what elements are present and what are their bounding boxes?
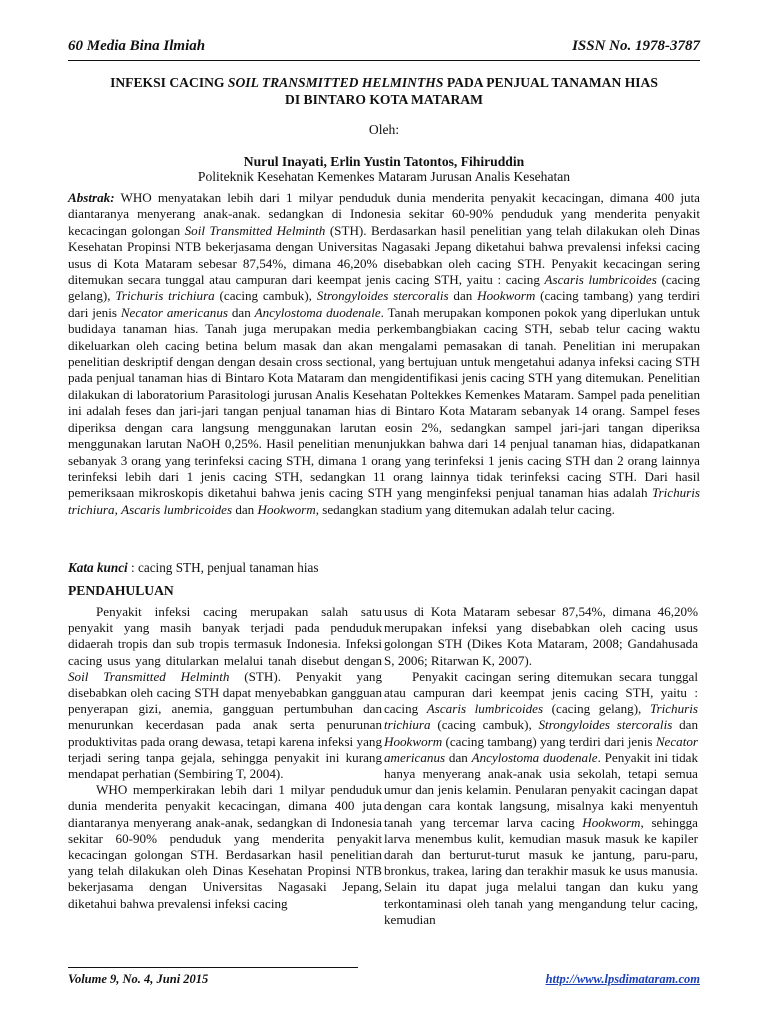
abstract-text: (cacing gelang),: [68, 272, 700, 304]
abstract: [68, 190, 700, 518]
scientific-name: Strongyloides stercoralis: [538, 717, 673, 733]
paragraph-text: (cacing gelang),: [543, 701, 650, 717]
scientific-name: Trichuris trichiura: [68, 485, 700, 517]
scientific-name: Ascaris lumbricoides: [426, 701, 544, 717]
keywords-text: : cacing STH, penjual tanaman hias: [127, 560, 319, 575]
journal-website-link[interactable]: http://www.lpsdimataram.com: [545, 972, 700, 986]
journal-name: 60 Media Bina Ilmiah: [68, 38, 206, 54]
title-part-1: INFEKSI CACING: [110, 75, 228, 90]
paragraph: usus di Kota Mataram sebesar 87,54%, dimana 46,20% merupakan infeksi yang disebabkan oleh cacing usus golongan STH (Dikes Kota Mataram, 2008; Gandahusada S, 2006; Ritarwan K, 2007).: [384, 604, 698, 668]
scientific-name: Ascaris lumbricoides: [121, 501, 233, 517]
paragraph-text: Penyakit cacingan sering ditemukan secara tunggal atau campuran dari keempat jenis cacing STH, yaitu : cacing: [384, 668, 698, 717]
scientific-name: Hookworm: [477, 288, 536, 304]
author-affiliation: Politeknik Kesehatan Kemenkes Mataram Jurusan Analis Kesehatan: [197, 169, 571, 184]
abstract-text: . Tanah merupakan komponen pokok yang diperlukan untuk budidaya tanaman hias. Tanah juga merupakan media perkembangbiakan cacing STH, sebab telur cacing waktu dikeluarkan oleh cacing betina belum masak dan akan mengalami pemasakan di tanah. Penelitian ini merupakan penelitian deskriptif dengan dengan desain cross sectional, yang bertujuan untuk mengetahui adanya infeksi cacing STH pada penjual tanaman hias di Bintaro Kota Mataram dan mengidentifikasi jenis cacing STH yang ditemukan. Penelitian dilakukan di laboratorium Parasitologi jurusan Analis Kesehatan Poltekkes Kemenkes Mataram. Sampel pada penelitian ini adalah feses dan jari-jari tangan penjual tanaman hias di Bintaro Kota Mataram sebanyak 14 orang. Sampel feses diperiksa dengan cara langsung menggunakan larutan eosin 2%, sedangkan sampel jari-jari tangan diperiksa menggunakan larutan NaOH 0,25%. Hasil penelitian menunjukkan bahwa dari 14 penjual tanaman hias, didapatkanan sebanyak 3 orang yang terinfeksi cacing STH, dimana 1 orang yang terinfeksi 1 jenis cacing STH dan 2 orang lainnya terinfeksi lebih dari 1 jenis cacing STH, sedangkan 11 orang lainnya tidak terinfeksi cacing STH. Dari hasil pemeriksaan mikroskopis diketahui bahwa jenis cacing STH yang menginfeksi penjual tanaman hias adalah: [68, 304, 701, 501]
abstract-text: , sedangkan stadium yang ditemukan adalah telur cacing.: [315, 501, 615, 517]
keywords: [68, 560, 700, 576]
body-column-left: [68, 604, 382, 912]
abstract-text: (STH). Berdasarkan hasil penelitian yang telah dilakukan oleh Dinas Kesehatan Propinsi NTB bekerjasama dengan Universitas Nagasaki Jepang diketahui bahwa prevalensi infeksi cacing usus di Kota Mataram sebesar 87,54%, dimana 46,20% disebabkan oleh cacing STH. Penyakit kecacingan sering ditemukan secara tunggal atau campuran dari keempat jenis cacing STH, yaitu : cacing: [68, 222, 700, 288]
scientific-name: Soil Transmitted Helminth: [184, 222, 326, 238]
abstract-text: (cacing cambuk),: [214, 288, 317, 304]
volume-info: Volume 9, No. 4, Juni 2015: [68, 972, 209, 986]
article-title: [68, 74, 700, 108]
footer-divider: [68, 967, 358, 968]
paragraph-text: (STH). Penyakit yang disebabkan oleh cacing STH dapat menyebabkan gangguan penyerapan gizi, anemia, gangguan pertumbuhan dan menurunkan kecerdasan pada anak serta penurunan produktivitas pada orang dewasa, tetapi karena infeksi yang terjadi sering tanpa gejala, sehingga penyakit ini kurang mendapat perhatian (Sembiring T, 2004).: [68, 668, 382, 782]
abstract-text: dan: [227, 304, 255, 320]
abstract-text: dan: [232, 501, 258, 517]
scientific-name: Necator americanus: [120, 304, 228, 320]
section-heading: PENDAHULUAN: [68, 583, 174, 598]
scientific-name: Trichuris trichiura: [384, 701, 698, 733]
title-part-2: PADA PENJUAL TANAMAN HIAS: [443, 75, 658, 90]
by-label: Oleh:: [368, 122, 400, 137]
paragraph-text: Penyakit infeksi cacing merupakan salah satu penyakit yang masih banyak terjadi pada penduduk didaerah tropis dan sub tropis termasuk Indonesia. Infeksi cacing usus yang ditularkan melalui tanah disebut dengan: [68, 604, 382, 668]
paragraph-text: (cacing tambang) yang terdiri dari jenis: [442, 733, 656, 749]
scientific-name: Strongyloides stercoralis: [316, 288, 449, 304]
scientific-name: Hookworm: [582, 814, 641, 830]
issn-number: ISSN No. 1978-3787: [572, 38, 700, 54]
scientific-name: Ancylostoma duodenale: [471, 749, 598, 765]
abstract-label: Abstrak:: [68, 190, 115, 205]
scientific-name: Trichuris trichiura: [115, 288, 215, 304]
scientific-name: Hookworm: [257, 501, 316, 517]
scientific-name: Soil Transmitted Helminth: [68, 668, 230, 684]
paragraph-text: (cacing cambuk),: [430, 717, 539, 733]
keywords-label: Kata kunci: [68, 560, 128, 575]
abstract-text: WHO menyatakan lebih dari 1 milyar penduduk dunia menderita penyakit kecacingan, dimana 400 juta diantaranya menyerang anak-anak. sedangkan di Indonesia sekitar 60-90% penduduk yang menderita penyakit kecacingan golongan: [68, 190, 700, 238]
scientific-name: Necator americanus: [384, 733, 698, 765]
abstract-text: (cacing tambang) yang terdiri dari jenis: [68, 288, 701, 320]
running-header: [68, 38, 700, 61]
paragraph: WHO memperkirakan lebih dari 1 milyar penduduk dunia menderita penyakit kecacingan, dimana 400 juta diantaranya menyerang anak-anak, sedangkan di Indonesia sekitar 60-90% penduduk yang menderita penyakit kecacingan golongan STH. Berdasarkan hasil penelitian yang telah dilakukan oleh Dinas Kesehatan Propinsi NTB bekerjasama dengan Universitas Nagasaki Jepang, diketahui bahwa prevalensi infeksi cacing: [68, 782, 382, 911]
paragraph: [384, 669, 698, 928]
title-line-2: DI BINTARO KOTA MATARAM: [285, 92, 483, 107]
body-column-right: [384, 604, 698, 928]
paragraph-text: dan: [672, 717, 698, 733]
scientific-name: Ascaris lumbricoides: [544, 272, 657, 288]
author-list: Nurul Inayati, Erlin Yustin Tatontos, Fihiruddin: [243, 154, 525, 169]
title-italic-term: SOIL TRANSMITTED HELMINTHS: [227, 75, 444, 90]
abstract-text: ,: [114, 501, 122, 517]
scientific-name: Ancylostoma duodenale: [254, 304, 381, 320]
paragraph-text: , sehingga larva menembus kulit, kemudian masuk masuk ke kapiler darah dan berturut-turut masuk ke jantung, paru-paru, bronkus, trakea, laring dan terakhir masuk ke usus manusia. Selain itu dapat juga melalui tangan dan kuku yang terkontaminasi oleh tanah yang mengandung telur cacing, kemudian: [384, 814, 698, 927]
paragraph: [68, 604, 382, 782]
paragraph-text: dan: [445, 749, 472, 765]
paragraph-text: . Penyakit ini tidak hanya menyerang anak-anak usia sekolah, tetapi semua umur dan jenis kelamin. Penularan penyakit cacingan dapat dengan cara kontak langsung, misalnya kaki menyentuh tanah yang tercemar larva cacing: [384, 749, 699, 830]
scientific-name: Hookworm: [384, 733, 443, 749]
abstract-text: dan: [448, 288, 478, 304]
